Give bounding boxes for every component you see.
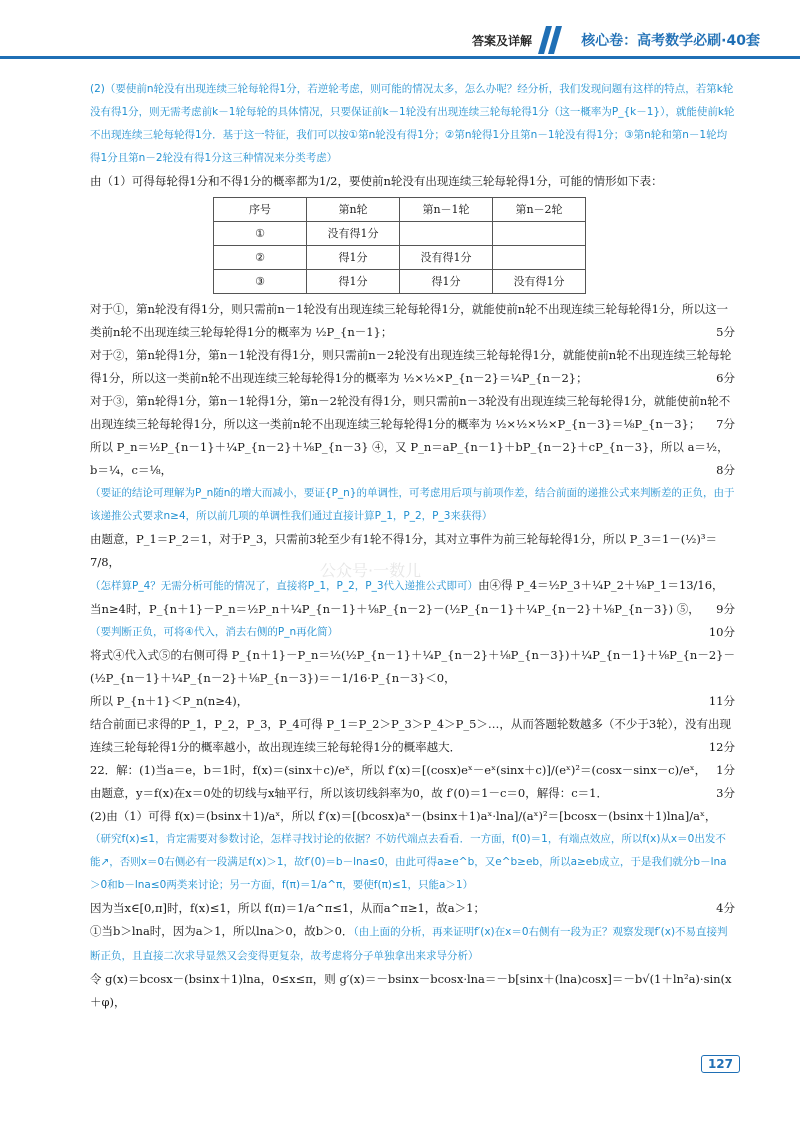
table-cell: 没有得1分	[493, 270, 586, 294]
case1-text: 对于①，第n轮没有得1分，则只需前n－1轮没有出现连续三轮每轮得1分，就能使前n轮不出现连续三轮每轮得1分，所以这一类前n轮不出现连续三轮每轮得1分的概率为 ½P_{n－1}；	[90, 302, 728, 339]
page-number: 127	[701, 1055, 740, 1073]
table-row	[214, 246, 586, 270]
condition-paragraph	[90, 897, 735, 920]
header-book-title: 核心卷：高考数学必刷·40套	[581, 33, 760, 49]
case-table	[213, 197, 586, 294]
score-mark: 7分	[716, 417, 735, 431]
table-header-cell: 第n－2轮	[493, 198, 586, 222]
table-cell	[493, 222, 586, 246]
table-cell: ②	[214, 246, 307, 270]
conclusion-paragraph	[90, 713, 735, 759]
analysis-note-discussion: （研究f(x)≤1，肯定需要对参数讨论，怎样寻找讨论的依据？不妨代端点去看看．一方面，f(0)＝1，有端点效应，所以f(x)从x＝0出发不能↗，否则x＝0右侧必有一段满足f(x)＞1，故f′(0)＝b－lna≤0，由此可得a≥e^b，又e^b≥eb，所以a≥eb成立，于是我们就分b－lna＞0和b－lna≤0两类来讨论；另一方面，f(π)＝1/a^π，要使f(π)≤1，只能a＞1）	[90, 833, 727, 891]
condition-text: 因为当x∈[0,π]时，f(x)≤1，所以 f(π)＝1/a^π≤1，从而a^π≥1，故a＞1；	[90, 901, 485, 915]
table-cell: 没有得1分	[400, 246, 493, 270]
score-mark: 9分	[716, 602, 735, 616]
q22-slope-text: 由题意，y＝f(x)在x＝0处的切线与x轴平行，所以该切线斜率为0，故 f′(0)＝1－c＝0，解得：c＝1．	[90, 786, 608, 800]
table-cell: 没有得1分	[307, 222, 400, 246]
table-header-cell: 第n轮	[307, 198, 400, 222]
case1-paragraph	[90, 298, 735, 344]
analysis-note-derivative: （由上面的分析，再来证明f′(x)在x＝0右侧有一段为正？观察发现f′(x)不易直接判断正负，且直接二次求导显然又会变得更复杂，故考虑将分子单独拿出来求导分析）	[90, 926, 728, 962]
p123-paragraph: 由题意，P_1＝P_2＝1，对于P_3，只需前3轮至少有1轮不得1分，其对立事件为前三轮每轮得1分，所以 P_3＝1－(½)³＝7/8，	[90, 532, 717, 569]
analysis-note-p4: （怎样算P_4？无需分析可能的情况了，直接将P_1，P_2，P_3代入递推公式即可）	[90, 580, 479, 592]
table-row	[214, 222, 586, 246]
page-header	[0, 0, 800, 62]
solution-content	[90, 78, 735, 1014]
case-b-text: ①当b＞lna时，因为a＞1，所以lna＞0，故b＞0．	[90, 924, 354, 938]
score-mark: 6分	[716, 371, 735, 385]
watermark: 公众号·一数儿	[320, 561, 422, 580]
table-cell: 得1分	[400, 270, 493, 294]
table-cell: ③	[214, 270, 307, 294]
table-cell: 得1分	[307, 246, 400, 270]
difference-text: 当n≥4时，P_{n＋1}－P_n＝½P_n＋¼P_{n－1}＋⅛P_{n－2}－(½P_{n－1}＋¼P_{n－2}＋⅛P_{n－3}) ⑤，	[90, 602, 700, 616]
table-cell	[400, 222, 493, 246]
analysis-note-monotonic: （要证的结论可理解为P_n随n的增大而减小，要证{P_n}的单调性，可考虑用后项与前项作差，结合前面的递推公式来判断差的正负，由于该递推公式要求n≥4，所以前几项的单调性我们通过直接计算P_1，P_2，P_3来获得）	[90, 487, 735, 522]
score-mark: 1分	[716, 763, 735, 777]
q22-part1-text: 22．解：(1)当a＝e，b＝1时，f(x)＝(sinx＋c)/eˣ，所以 f′(x)＝[(cosx)eˣ－eˣ(sinx＋c)]/(eˣ)²＝(cosx－sinx－c)/eˣ，	[90, 763, 707, 777]
table-header-cell: 序号	[214, 198, 307, 222]
score-mark: 4分	[716, 901, 735, 915]
score-mark: 3分	[716, 786, 735, 800]
table-cell	[493, 246, 586, 270]
header-rule	[0, 56, 800, 59]
score-mark: 11分	[708, 694, 735, 708]
g-definition-paragraph: 令 g(x)＝bcosx－(bsinx＋1)lna，0≤x≤π，则 g′(x)＝－bsinx－bcosx·lna＝－b[sinx＋(lna)cosx]＝－b√(1＋ln²a)·sin(x＋φ)，	[90, 972, 732, 1009]
case2-text: 对于②，第n轮得1分，第n－1轮没有得1分，则只需前n－2轮没有出现连续三轮每轮得1分，就能使前n轮不出现连续三轮每轮得1分，所以这一类前n轮不出现连续三轮每轮得1分的概率为 ½×½×P_{n－2}＝¼P_{n－2}；	[90, 348, 732, 385]
q22-part1-paragraph	[90, 759, 735, 782]
substitution-paragraph: 将式④代入式⑤的右侧可得 P_{n＋1}－P_n＝½(½P_{n－1}＋¼P_{n－2}＋⅛P_{n－3})＋¼P_{n－1}＋⅛P_{n－2}－(½P_{n－1}＋¼P_{n－2}＋⅛P_{n－3})＝－1/16·P_{n－3}＜0，	[90, 648, 735, 685]
case3-text: 对于③，第n轮得1分，第n－1轮得1分，第n－2轮没有得1分，则只需前n－3轮没有出现连续三轮每轮得1分，就能使前n轮不出现连续三轮每轮得1分，所以这一类前n轮不出现连续三轮每轮得1分的概率为 ½×½×½×P_{n－3}＝⅛P_{n－3}；	[90, 394, 731, 431]
p4-text: 由④得 P_4＝½P_3＋¼P_2＋⅛P_1＝13/16，	[478, 578, 724, 592]
intro-text: 由（1）可得每轮得1分和不得1分的概率都为1/2，要使前n轮没有出现连续三轮每轮得1分，可能的情形如下表：	[90, 174, 663, 188]
conclusion-text: 结合前面已求得的P_1，P_2，P_3，P_4可得 P_1＝P_2＞P_3＞P_4＞P_5＞…，从而答题轮数越多（不少于3轮），没有出现连续三轮每轮得1分的概率越小，故出现连续三轮每轮得1分的概率越大．	[90, 717, 731, 754]
slash-decoration-icon	[538, 26, 564, 54]
table-cell: ①	[214, 222, 307, 246]
score-mark: 5分	[716, 325, 735, 339]
q22-part2-paragraph: (2)由（1）可得 f(x)＝(bsinx＋1)/aˣ，所以 f′(x)＝[(bcosx)aˣ－(bsinx＋1)aˣ·lna]/(aˣ)²＝[bcosx－(bsinx＋1)lna]/aˣ，	[90, 809, 717, 823]
recurrence-paragraph	[90, 436, 735, 482]
score-mark: 10分	[708, 625, 735, 639]
header-section-title: 答案及详解	[471, 34, 532, 48]
monotonic-paragraph	[90, 690, 735, 713]
case-b-paragraph	[90, 920, 735, 968]
score-mark: 12分	[708, 740, 735, 754]
case3-paragraph	[90, 390, 735, 436]
case2-paragraph	[90, 344, 735, 390]
table-cell: 得1分	[307, 270, 400, 294]
monotonic-text: 所以 P_{n＋1}＜P_n(n≥4)，	[90, 694, 249, 708]
q22-slope-paragraph	[90, 782, 735, 805]
analysis-note-part2: (2)（要使前n轮没有出现连续三轮每轮得1分，若逆轮考虑，则可能的情况太多，怎么办呢？经分析，我们发现问题有这样的特点，若第k轮没有得1分，则无需考虑前k－1轮每轮的具体情况，只要保证前k－1轮没有出现连续三轮每轮得1分（这一概率为P_{k－1}），就能使前k轮不出现连续三轮每轮得1分．基于这一特征，我们可以按①第n轮没有得1分；②第n轮得1分且第n－1轮没有得1分；③第n轮和第n－1轮均得1分且第n－2轮没有得1分这三种情况来分类考虑）	[90, 83, 735, 164]
table-header-row	[214, 198, 586, 222]
table-row	[214, 270, 586, 294]
table-header-cell: 第n－1轮	[400, 198, 493, 222]
recurrence-text: 所以 P_n＝½P_{n－1}＋¼P_{n－2}＋⅛P_{n－3} ④，又 P_n＝aP_{n－1}＋bP_{n－2}＋cP_{n－3}，所以 a＝½，b＝¼，c＝⅛，	[90, 440, 729, 477]
score-mark: 8分	[716, 463, 735, 477]
analysis-note-substitute: （要判断正负，可将④代入，消去右侧的P_n再化简）	[90, 626, 339, 638]
